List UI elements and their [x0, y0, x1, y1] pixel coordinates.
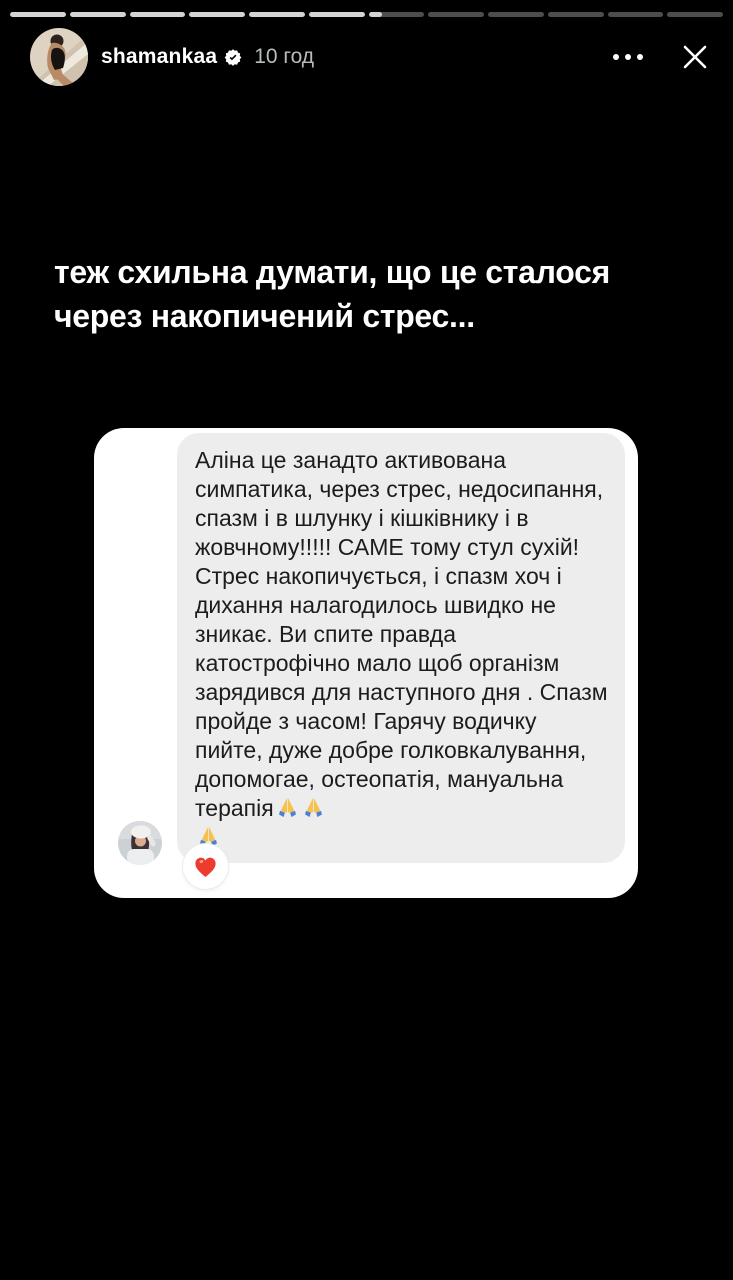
folded-hands-emoji	[275, 796, 300, 821]
heart-reaction-bubble	[183, 844, 228, 889]
user-line	[101, 45, 314, 69]
close-story-button[interactable]	[673, 35, 717, 79]
more-options-button[interactable]	[607, 48, 649, 66]
profile-avatar-photo	[30, 28, 88, 86]
progress-segment	[667, 12, 723, 17]
story-caption	[54, 250, 705, 338]
red-heart-emoji	[192, 853, 219, 880]
progress-segment	[189, 12, 245, 17]
close-icon	[675, 37, 715, 77]
dot-icon	[625, 54, 631, 60]
progress-segment	[70, 12, 126, 17]
progress-segment	[428, 12, 484, 17]
username[interactable]: shamankaa	[101, 45, 218, 68]
story-timestamp: 10 год	[254, 45, 315, 68]
progress-segment	[10, 12, 66, 17]
story-header	[30, 28, 717, 86]
sender-avatar-photo	[118, 821, 162, 865]
progress-segment	[249, 12, 305, 17]
story-progress-bar	[10, 12, 723, 17]
progress-segment	[369, 12, 425, 17]
story-caption-line-1: теж схильна думати, що це сталося	[54, 254, 610, 290]
folded-hands-emoji	[301, 796, 326, 821]
progress-segment	[548, 12, 604, 17]
progress-segment	[309, 12, 365, 17]
header-actions	[607, 35, 717, 79]
sender-avatar	[118, 821, 162, 865]
dm-message-bubble	[177, 433, 625, 863]
dot-icon	[613, 54, 619, 60]
profile-avatar[interactable]	[30, 28, 88, 86]
verified-badge-icon	[224, 48, 242, 66]
dot-icon	[637, 54, 643, 60]
progress-segment	[608, 12, 664, 17]
emoji-line	[195, 823, 608, 852]
screenshot-card	[94, 428, 638, 898]
progress-segment	[130, 12, 186, 17]
progress-segment	[488, 12, 544, 17]
dm-message-text: Аліна це занадто активована симпатика, через стрес, недосипання, спазм і в шлунку і кішківнику і в жовчному!!!!! САМЕ тому стул сухій! Стрес накопичується, і спазм хоч і дихання налагодилось швидко не зникає. Ви спите правда катострофічно мало щоб організм зарядився для наступного дня . Спазм пройде з часом! Гарячу водичку пийте, дуже добре голковкалування, допомогае, остеопатія, мануальна терапія	[195, 447, 608, 821]
story-caption-line-2: через накопичений стрес...	[54, 298, 475, 334]
